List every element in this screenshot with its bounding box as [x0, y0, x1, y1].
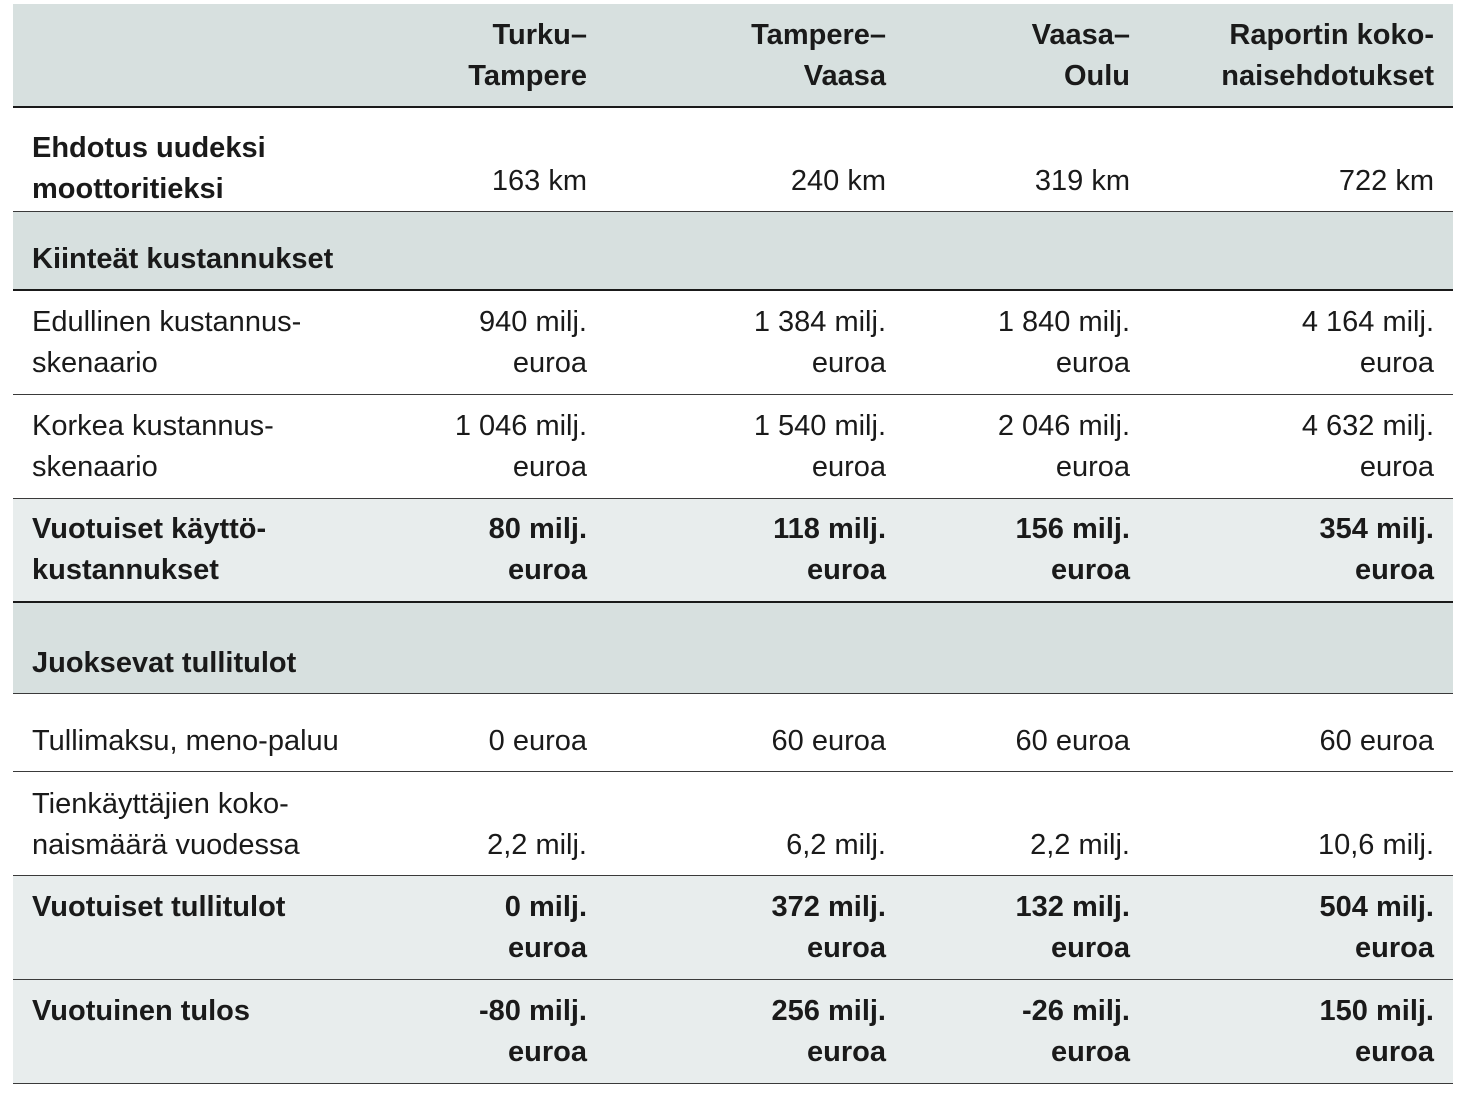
header-cell-turku-tampere: Turku– Tampere	[468, 19, 587, 92]
row-value: 940 milj. euroa	[479, 305, 587, 379]
row-value: 0 euroa	[488, 725, 587, 757]
row-value: 4 164 milj. euroa	[1301, 305, 1434, 379]
row-value: 150 milj. euroa	[1319, 994, 1434, 1068]
section-header-fixed-costs	[13, 212, 1453, 291]
table-row-annual-toll-revenue	[13, 876, 1453, 980]
row-label: Vuotuiset tullitulot	[32, 891, 286, 923]
table-row-low-cost-scenario	[13, 291, 1453, 395]
row-value: -26 milj. euroa	[1022, 994, 1130, 1068]
table-row-motorway-length	[13, 108, 1453, 212]
row-value: 163 km	[491, 165, 587, 197]
header-cell-tampere-vaasa: Tampere– Vaasa	[751, 19, 886, 92]
row-value: 240 km	[790, 165, 886, 197]
row-value: 6,2 milj.	[786, 829, 886, 861]
row-value: 722 km	[1338, 165, 1434, 197]
row-value: 1 384 milj. euroa	[753, 305, 886, 379]
row-value: 80 milj. euroa	[488, 513, 587, 586]
row-value: 156 milj. euroa	[1015, 513, 1130, 586]
row-value: 256 milj. euroa	[771, 994, 886, 1068]
row-value: 372 milj. euroa	[771, 890, 886, 964]
table-row-high-cost-scenario	[13, 395, 1453, 499]
row-label: Vuotuinen tulos	[32, 995, 251, 1027]
row-value: 1 540 milj. euroa	[753, 409, 886, 483]
row-value: 0 milj. euroa	[504, 890, 587, 964]
row-label: Korkea kustannus- skenaario	[32, 409, 274, 483]
row-value: 10,6 milj.	[1317, 829, 1434, 861]
row-value: 118 milj. euroa	[773, 513, 886, 586]
row-label: Edullinen kustannus- skenaario	[32, 305, 302, 379]
row-label: Tullimaksu, meno-paluu	[32, 725, 339, 757]
row-label: Vuotuiset käyttö- kustannukset	[32, 513, 267, 586]
data-table	[13, 4, 1453, 1084]
row-value: 60 euroa	[1319, 725, 1434, 757]
table-row-road-users-per-year	[13, 772, 1453, 876]
table-row-annual-result	[13, 980, 1453, 1084]
row-value: 2,2 milj.	[487, 829, 587, 861]
row-value: 319 km	[1034, 165, 1130, 197]
row-value: 4 632 milj. euroa	[1301, 409, 1434, 483]
header-cell-vaasa-oulu: Vaasa– Oulu	[1031, 19, 1130, 92]
section-header-toll-revenue	[13, 603, 1453, 694]
row-value: -80 milj. euroa	[479, 994, 587, 1068]
row-value: 354 milj. euroa	[1319, 513, 1434, 586]
row-value: 60 euroa	[1015, 725, 1130, 757]
row-value: 1 046 milj. euroa	[454, 409, 587, 483]
section-label: Juoksevat tullitulot	[32, 647, 297, 679]
row-value: 2 046 milj. euroa	[997, 409, 1130, 483]
row-value: 504 milj. euroa	[1319, 890, 1434, 964]
row-label: Tienkäyttäjien koko- naismäärä vuodessa	[32, 788, 300, 861]
section-label: Kiinteät kustannukset	[32, 243, 334, 275]
header-cell-total: Raportin koko- naisehdotukset	[1221, 19, 1434, 92]
row-value: 132 milj. euroa	[1015, 890, 1130, 964]
row-label: Ehdotus uudeksi moottoritieksi	[32, 132, 266, 205]
table-row-toll-fee	[13, 694, 1453, 772]
row-value: 2,2 milj.	[1030, 829, 1130, 861]
table-header-row	[13, 4, 1453, 108]
row-value: 60 euroa	[771, 725, 886, 757]
row-value: 1 840 milj. euroa	[997, 305, 1130, 379]
table-row-annual-operating-costs	[13, 499, 1453, 603]
